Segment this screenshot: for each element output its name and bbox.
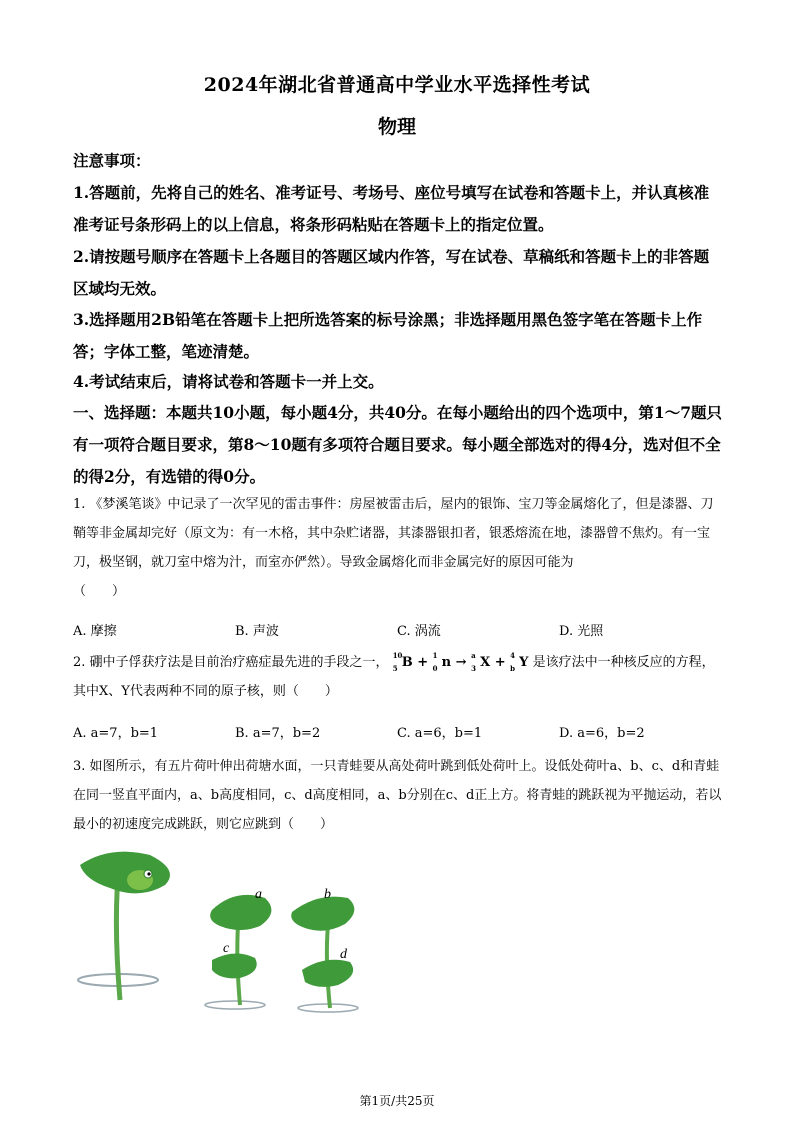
notice-item-3: 3.选择题用2B铅笔在答题卡上把所选答案的标号涂黑；非选择题用黑色签字笔在答题卡上作答；字体工整，笔迹清楚。: [73, 310, 703, 361]
question-1: [73, 490, 723, 606]
option-c[interactable]: C. a=6，b=1: [397, 726, 483, 741]
option-a[interactable]: A. a=7，b=1: [73, 726, 159, 741]
question-2-text-after: 是该疗法中一种核反应的方程，其中X、Y代表两种不同的原子核，则（ ）: [73, 655, 715, 699]
section-instructions: 一、选择题：本题共10小题，每小题4分，共40分。在每小题给出的四个选项中，第1～7题只有一项符合题目要求，第8～10题有多项符合题目要求。每小题全部选对的得4分，选对但不全的得2分，有选错的得0分。: [73, 403, 722, 486]
exam-title: 2024年湖北省普通高中学业水平选择性考试: [203, 74, 591, 96]
notice-item-2: 2.请按题号顺序在答题卡上各题目的答题区域内作答，写在试卷、草稿纸和答题卡上的非答题区域均无效。: [73, 247, 710, 298]
label-c: c: [223, 941, 230, 956]
leaf-c: [212, 953, 257, 978]
label-d: d: [340, 947, 347, 962]
leaf-d: [302, 960, 353, 987]
option-a[interactable]: A. 摩擦: [73, 624, 117, 639]
option-c[interactable]: C. 涡流: [397, 624, 441, 639]
notice-heading: 注意事项：: [73, 151, 151, 170]
question-2-options: [73, 722, 723, 742]
leaf-b: [291, 897, 354, 931]
label-a: a: [255, 887, 262, 902]
label-b: b: [324, 887, 331, 902]
water-ripple: [205, 1001, 265, 1009]
notice-item-4: 4.考试结束后，请将试卷和答题卡一并上交。: [73, 372, 384, 391]
question-3: 3. 如图所示，有五片荷叶伸出荷塘水面，一只青蛙要从高处荷叶跳到低处荷叶上。设低处荷叶a、b、c、d和青蛙在同一竖直平面内，a、b高度相同，c、d高度相同，a、b分别在c、d正上方。将青蛙的跳跃视为平抛运动，若以最小的初速度完成跳跃，则它应跳到（ ）: [73, 759, 722, 832]
question-1-bracket: （ ）: [73, 584, 126, 599]
question-2-text-before: 2. 硼中子俘获疗法是目前治疗癌症最先进的手段之一，: [73, 655, 389, 670]
option-b[interactable]: B. a=7，b=2: [235, 726, 321, 741]
question-2: [73, 648, 723, 706]
leaf-a: [210, 895, 271, 930]
tall-stem: [116, 875, 120, 1000]
option-b[interactable]: B. 声波: [235, 624, 279, 639]
tall-leaf: [80, 852, 170, 894]
question-1-options: [73, 620, 723, 640]
option-d[interactable]: D. 光照: [559, 624, 604, 639]
option-d[interactable]: D. a=6，b=2: [559, 726, 645, 741]
subject-title: 物理: [377, 116, 416, 138]
nuclear-equation: 10 5 B + 1 0 n → a 3 X + 4 b Y: [392, 651, 529, 673]
notice-item-1: 1.答题前，先将自己的姓名、准考证号、考场号、座位号填写在试卷和答题卡上，并认真核准准考证号条形码上的以上信息，将条形码粘贴在答题卡上的指定位置。: [73, 183, 710, 234]
page-footer: 第1页/共25页: [359, 1094, 435, 1108]
question-1-text: 1. 《梦溪笔谈》中记录了一次罕见的雷击事件：房屋被雷击后，屋内的银饰、宝刀等金属熔化了，但是漆器、刀鞘等非金属却完好（原文为：有一木格，其中杂贮诸器，其漆器银扣者，银悉熔流在地，漆器曾不焦灼。有一宝刀，极坚钢，就刀室中熔为汁，而室亦俨然）。导致金属熔化而非金属完好的原因可能为: [73, 497, 714, 570]
lotus-frog-figure: [70, 840, 370, 1020]
